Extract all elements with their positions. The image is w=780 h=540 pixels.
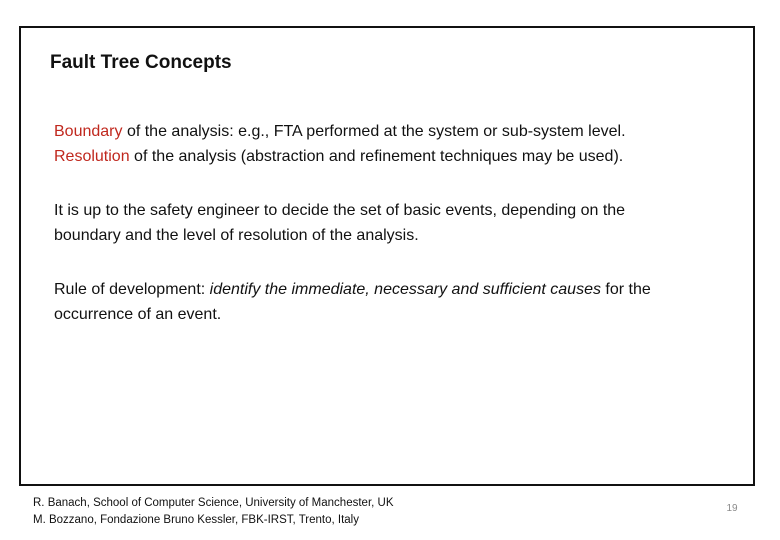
- rule-prefix: Rule of development:: [54, 281, 210, 298]
- rule-suffix: for the: [600, 281, 651, 298]
- page-number: 19: [726, 503, 738, 514]
- footer-credits: [33, 495, 394, 529]
- rule-italic-phrase: identify the immediate, necessary and sufficient causes: [209, 281, 601, 298]
- resolution-line: [54, 144, 626, 169]
- resolution-description: of the analysis (abstraction and refinement techniques may be used).: [129, 148, 624, 165]
- rule-line-2: occurrence of an event.: [54, 306, 222, 323]
- rule-of-development-paragraph: [54, 277, 651, 327]
- rule-line-1: [54, 277, 651, 302]
- basic-events-paragraph: [54, 198, 625, 248]
- boundary-line: [54, 119, 626, 144]
- slide-title: Fault Tree Concepts: [50, 52, 232, 73]
- boundary-resolution-paragraph: [54, 119, 626, 169]
- credit-line-1: R. Banach, School of Computer Science, University of Manchester, UK: [33, 497, 394, 509]
- credit-line-2: M. Bozzano, Fondazione Bruno Kessler, FBK-IRST, Trento, Italy: [33, 514, 359, 526]
- boundary-description: of the analysis: e.g., FTA performed at the system or sub-system level.: [122, 123, 626, 140]
- basic-events-line-2: boundary and the level of resolution of the analysis.: [54, 227, 419, 244]
- slide-frame: [19, 26, 755, 486]
- resolution-term: Resolution: [54, 148, 130, 165]
- boundary-term: Boundary: [54, 123, 123, 140]
- basic-events-line-1: It is up to the safety engineer to decide the set of basic events, depending on the: [54, 202, 626, 219]
